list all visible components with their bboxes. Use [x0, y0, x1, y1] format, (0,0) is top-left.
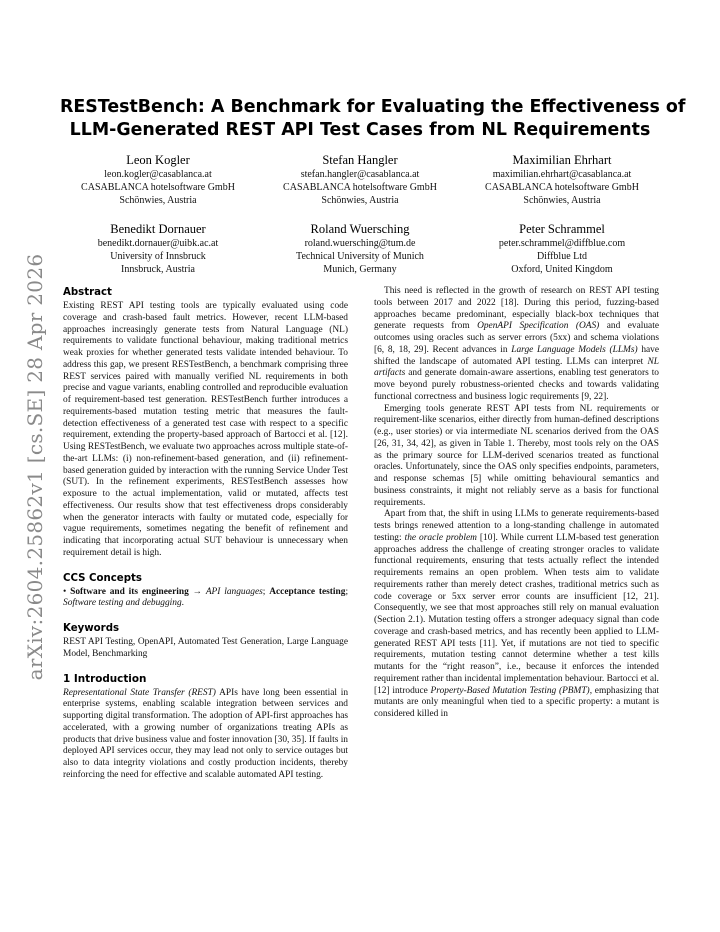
- intro-paragraph-3: Emerging tools generate REST API tests from NL requirements or requirement-like scenarios, either directly from human-defined descriptions (e.g., user stories) or via intermediate NL scenarios derived from the OAS [26, 31, 34, 42], as given in Table 1. Thereby, most tools rely on the OAS as the primary source for LLM-derived scenarios treated as functional oracles. Unfortunately, since the OAS only specifies endpoints, parameters, and response schemas [5] while omitting behavioural semantics and business constraints, it might not reliably serve as a basis for functional requirements.: [374, 403, 659, 508]
- ccs-arrow: →: [192, 586, 202, 597]
- arxiv-stamp: [22, 253, 48, 681]
- author-card: [60, 221, 256, 276]
- intro-p2-emphasis: Large Language Models (LLMs): [511, 344, 638, 355]
- ccs-concepts: [63, 587, 348, 611]
- intro-p2-text: and generate domain-aware assertions, enabling test generators to move beyond purely robustness-oriented checks and towards validating functional correctness and business logic requirements [9, 22].: [374, 368, 659, 402]
- intro-p2-emphasis: OpenAPI Specification (OAS): [477, 321, 600, 332]
- abstract-heading: Abstract: [63, 287, 112, 298]
- author-location: Munich, Germany: [323, 264, 397, 275]
- ccs-heading: CCS Concepts: [63, 572, 142, 584]
- author-block: [60, 152, 660, 276]
- intro-paragraph-1: [63, 688, 348, 782]
- author-name: Roland Wuersching: [310, 222, 410, 236]
- ccs-term-software: Software and its engineering: [70, 586, 189, 597]
- author-affiliation: CASABLANCA hotelsoftware GmbH: [283, 182, 437, 193]
- author-email[interactable]: stefan.hangler@casablanca.at: [300, 169, 420, 180]
- author-card: [262, 221, 458, 276]
- paper-title: [60, 96, 686, 142]
- author-name: Leon Kogler: [126, 153, 190, 167]
- ccs-term-software-testing: Software testing and debugging: [63, 598, 182, 609]
- author-card: [60, 152, 256, 207]
- title-line-2: LLM-Generated REST API Test Cases from NL Requirements: [69, 120, 651, 140]
- keywords-heading: Keywords: [63, 623, 120, 634]
- ccs-bullet: •: [63, 586, 67, 597]
- intro-p4-text: Apart from that, the shift in using LLMs to generate requirements-based tests brings renewed attention to a long-standing challenge in automated testing:: [374, 509, 659, 543]
- abstract-text: Existing REST API testing tools are typically evaluated using code coverage and crash-based fault metrics. However, recent LLM-based approaches increasingly generate tests from Natural Language (NL) requirements to validate functional behaviour, making traditional metrics weak proxies for whether generated tests validate intended behaviour. To address this gap, we present RESTestBench, a benchmark comprising three REST services paired with manually verified NL requirements in both precise and vague variants, enabling controlled and reproducible evaluation of requirement-based test generation. RESTestBench further introduces a requirements-based mutation testing metric that measures the fault-detection effectiveness of a generated test case with respect to a specific requirement, extending the property-based approach of Bartocci et al. [12]. Using RESTestBench, we evaluate two approaches across multiple state-of-the-art LLMs: (i) non-refinement-based generation, and (ii) refinement-based generation guided by interaction with the running Service Under Test (SUT). In the refinement experiments, RESTestBench assesses how exposure to the actual implementation, valid or mutated, affects test effectiveness. Our results show that test effectiveness drops considerably when the generator interacts with faulty or mutated code, especially for vague requirements, sometimes negating the benefit of refinement and indicating that incorporating actual SUT behaviour is unnecessary when requirement detail is high.: [63, 301, 348, 558]
- author-email[interactable]: leon.kogler@casablanca.at: [104, 169, 212, 180]
- author-row-2: [60, 221, 660, 276]
- author-affiliation: CASABLANCA hotelsoftware GmbH: [81, 182, 235, 193]
- intro-paragraph-2: [374, 286, 659, 404]
- intro-p4-text: [10]. While current LLM-based test generation approaches address the challenge of creating stronger oracles to validate functional requirements, ensuring that tests actually reflect the intended requirements remains an open problem. When tests aim to validate requirements rather than merely detect crashes, traditional metrics such as code coverage or 5xx server error counts are insufficient [12, 21]. Consequently, we see that most approaches still rely on manual evaluation (Section 2.1). Mutation testing offers a stronger adequacy signal than code coverage and crash-based metrics, and has recently been applied to LLM-generated REST API tests [11]. Yet, if mutations are not tied to specific requirements, mutation testing cannot determine whether a test kills mutants for the “right reason”, i.e., because it enforces the intended requirement rather than incidental implementation behaviour. Bartocci et al. [12] introduce: [374, 532, 659, 696]
- author-name: Stefan Hangler: [322, 153, 398, 167]
- intro-p2-emphasis: NL artifacts: [374, 356, 659, 379]
- author-location: Oxford, United Kingdom: [511, 264, 613, 275]
- intro-p2-text: This need is reflected in the growth of research on REST API testing tools between 2017 and 2022 [18]. During this period, fuzzing-based approaches became predominant, especially black-box techniques that generate requests from: [374, 286, 659, 332]
- title-line-1: RESTestBench: A Benchmark for Evaluating the Effectiveness of: [60, 97, 686, 117]
- author-location: Schönwies, Austria: [523, 195, 601, 206]
- author-affiliation: CASABLANCA hotelsoftware GmbH: [485, 182, 639, 193]
- introduction-heading: 1 Introduction: [63, 672, 147, 685]
- author-location: Schönwies, Austria: [321, 195, 399, 206]
- author-card: [464, 221, 660, 276]
- author-row-1: [60, 152, 660, 207]
- ccs-term-acceptance: Acceptance testing: [269, 586, 346, 597]
- intro-p1-emphasis: Representational State Transfer (REST): [63, 687, 216, 698]
- author-name: Maximilian Ehrhart: [512, 153, 612, 167]
- ccs-separator: ;: [345, 586, 349, 597]
- author-affiliation: Diffblue Ltd: [536, 251, 588, 262]
- ccs-end: .: [181, 598, 185, 609]
- author-email[interactable]: roland.wuersching@tum.de: [304, 238, 416, 249]
- intro-p2-text: and evaluate outcomes using oracles such as server errors (5xx) and schema violations [6, 8, 18, 29]. Recent advances in: [374, 321, 659, 355]
- intro-p4-emphasis: the oracle problem: [404, 532, 477, 543]
- keywords-text: REST API Testing, OpenAPI, Automated Test Generation, Large Language Model, Benchmarking: [63, 637, 348, 659]
- intro-p4-emphasis: Property-Based Mutation Testing (PBMT): [430, 685, 590, 696]
- author-affiliation: University of Innsbruck: [110, 251, 206, 262]
- intro-p2-text: have shifted the landscape of automated API testing. LLMs can interpret: [374, 344, 660, 367]
- author-email[interactable]: peter.schrammel@diffblue.com: [498, 238, 626, 249]
- left-column: [63, 286, 348, 782]
- author-email[interactable]: benedikt.dornauer@uibk.ac.at: [97, 238, 219, 249]
- author-affiliation: Technical University of Munich: [296, 251, 424, 262]
- author-name: Peter Schrammel: [519, 222, 605, 236]
- ccs-separator: ;: [262, 586, 266, 597]
- ccs-term-api-languages: API languages: [205, 586, 263, 597]
- author-location: Schönwies, Austria: [119, 195, 197, 206]
- right-column: [374, 286, 659, 721]
- author-location: Innsbruck, Austria: [121, 264, 195, 275]
- intro-p1-text: APIs have long been essential in enterprise systems, enabling scalable integration between services and supporting digital transformation. The adoption of API-first approaches has accelerated, with a growing number of organizations treating APIs as products that drive business value and foster innovation [30, 35]. If faults in deployed API services occur, they may lead not only to service outages but also to data integrity violations and costly production incidents, thereby reinforcing the need for effective and scalable automated API testing.: [63, 687, 349, 780]
- author-email[interactable]: maximilian.ehrhart@casablanca.at: [492, 169, 632, 180]
- author-card: [464, 152, 660, 207]
- intro-p4-text: , emphasizing that mutants are only meaningful when tied to a specific property: a mutant is considered killed in: [374, 685, 659, 719]
- author-card: [262, 152, 458, 207]
- intro-paragraph-4: [374, 509, 659, 721]
- author-name: Benedikt Dornauer: [110, 222, 206, 236]
- arxiv-stamp-text: arXiv:2604.25862v1 [cs.SE] 28 Apr 2026: [23, 253, 47, 681]
